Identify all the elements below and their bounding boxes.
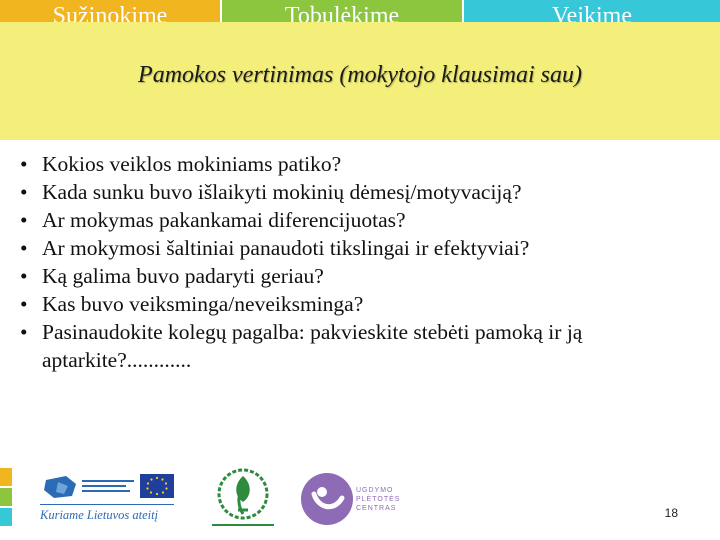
leaf-logo xyxy=(204,466,282,530)
page-number: 18 xyxy=(664,506,678,520)
tab-veikime[interactable] xyxy=(464,0,720,22)
list-item: • Kada sunku buvo išlaikyti mokinių dėmesį/motyvaciją? xyxy=(20,178,710,206)
tab-label: Tobulėkime xyxy=(284,3,400,22)
question-list xyxy=(20,150,710,374)
side-strip-cyan xyxy=(0,508,12,526)
tab-tobulekime[interactable] xyxy=(222,0,462,22)
eu-logo-caption: Kuriame Lietuvos ateitį xyxy=(40,508,159,522)
side-strip-orange xyxy=(0,468,12,486)
eu-funds-logo xyxy=(36,470,178,528)
slide-title: Pamokos vertinimas (mokytojo klausimai sau) xyxy=(138,62,582,88)
list-item: • Ką galima buvo padaryti geriau? xyxy=(20,262,710,290)
side-strip-green xyxy=(0,488,12,506)
tab-label: Sužinokime xyxy=(52,3,168,22)
list-item: • Ar mokymosi šaltiniai panaudoti tikslingai ir efektyviai? xyxy=(20,234,710,262)
udc-logo-text: UGDYMO PLĖTOTĖS CENTRAS xyxy=(356,487,401,512)
list-item: • Pasinaudokite kolegų pagalba: pakvieskite stebėti pamoką ir ją aptarkite?............ xyxy=(20,318,710,374)
list-item: • Ar mokymas pakankamai diferencijuotas? xyxy=(20,206,710,234)
udc-logo xyxy=(296,468,410,530)
tab-label: Veikime xyxy=(552,3,632,22)
list-item: • Kokios veiklos mokiniams patiko? xyxy=(20,150,710,178)
tab-suzinokime[interactable] xyxy=(0,0,220,22)
list-item: • Kas buvo veiksminga/neveiksminga? xyxy=(20,290,710,318)
